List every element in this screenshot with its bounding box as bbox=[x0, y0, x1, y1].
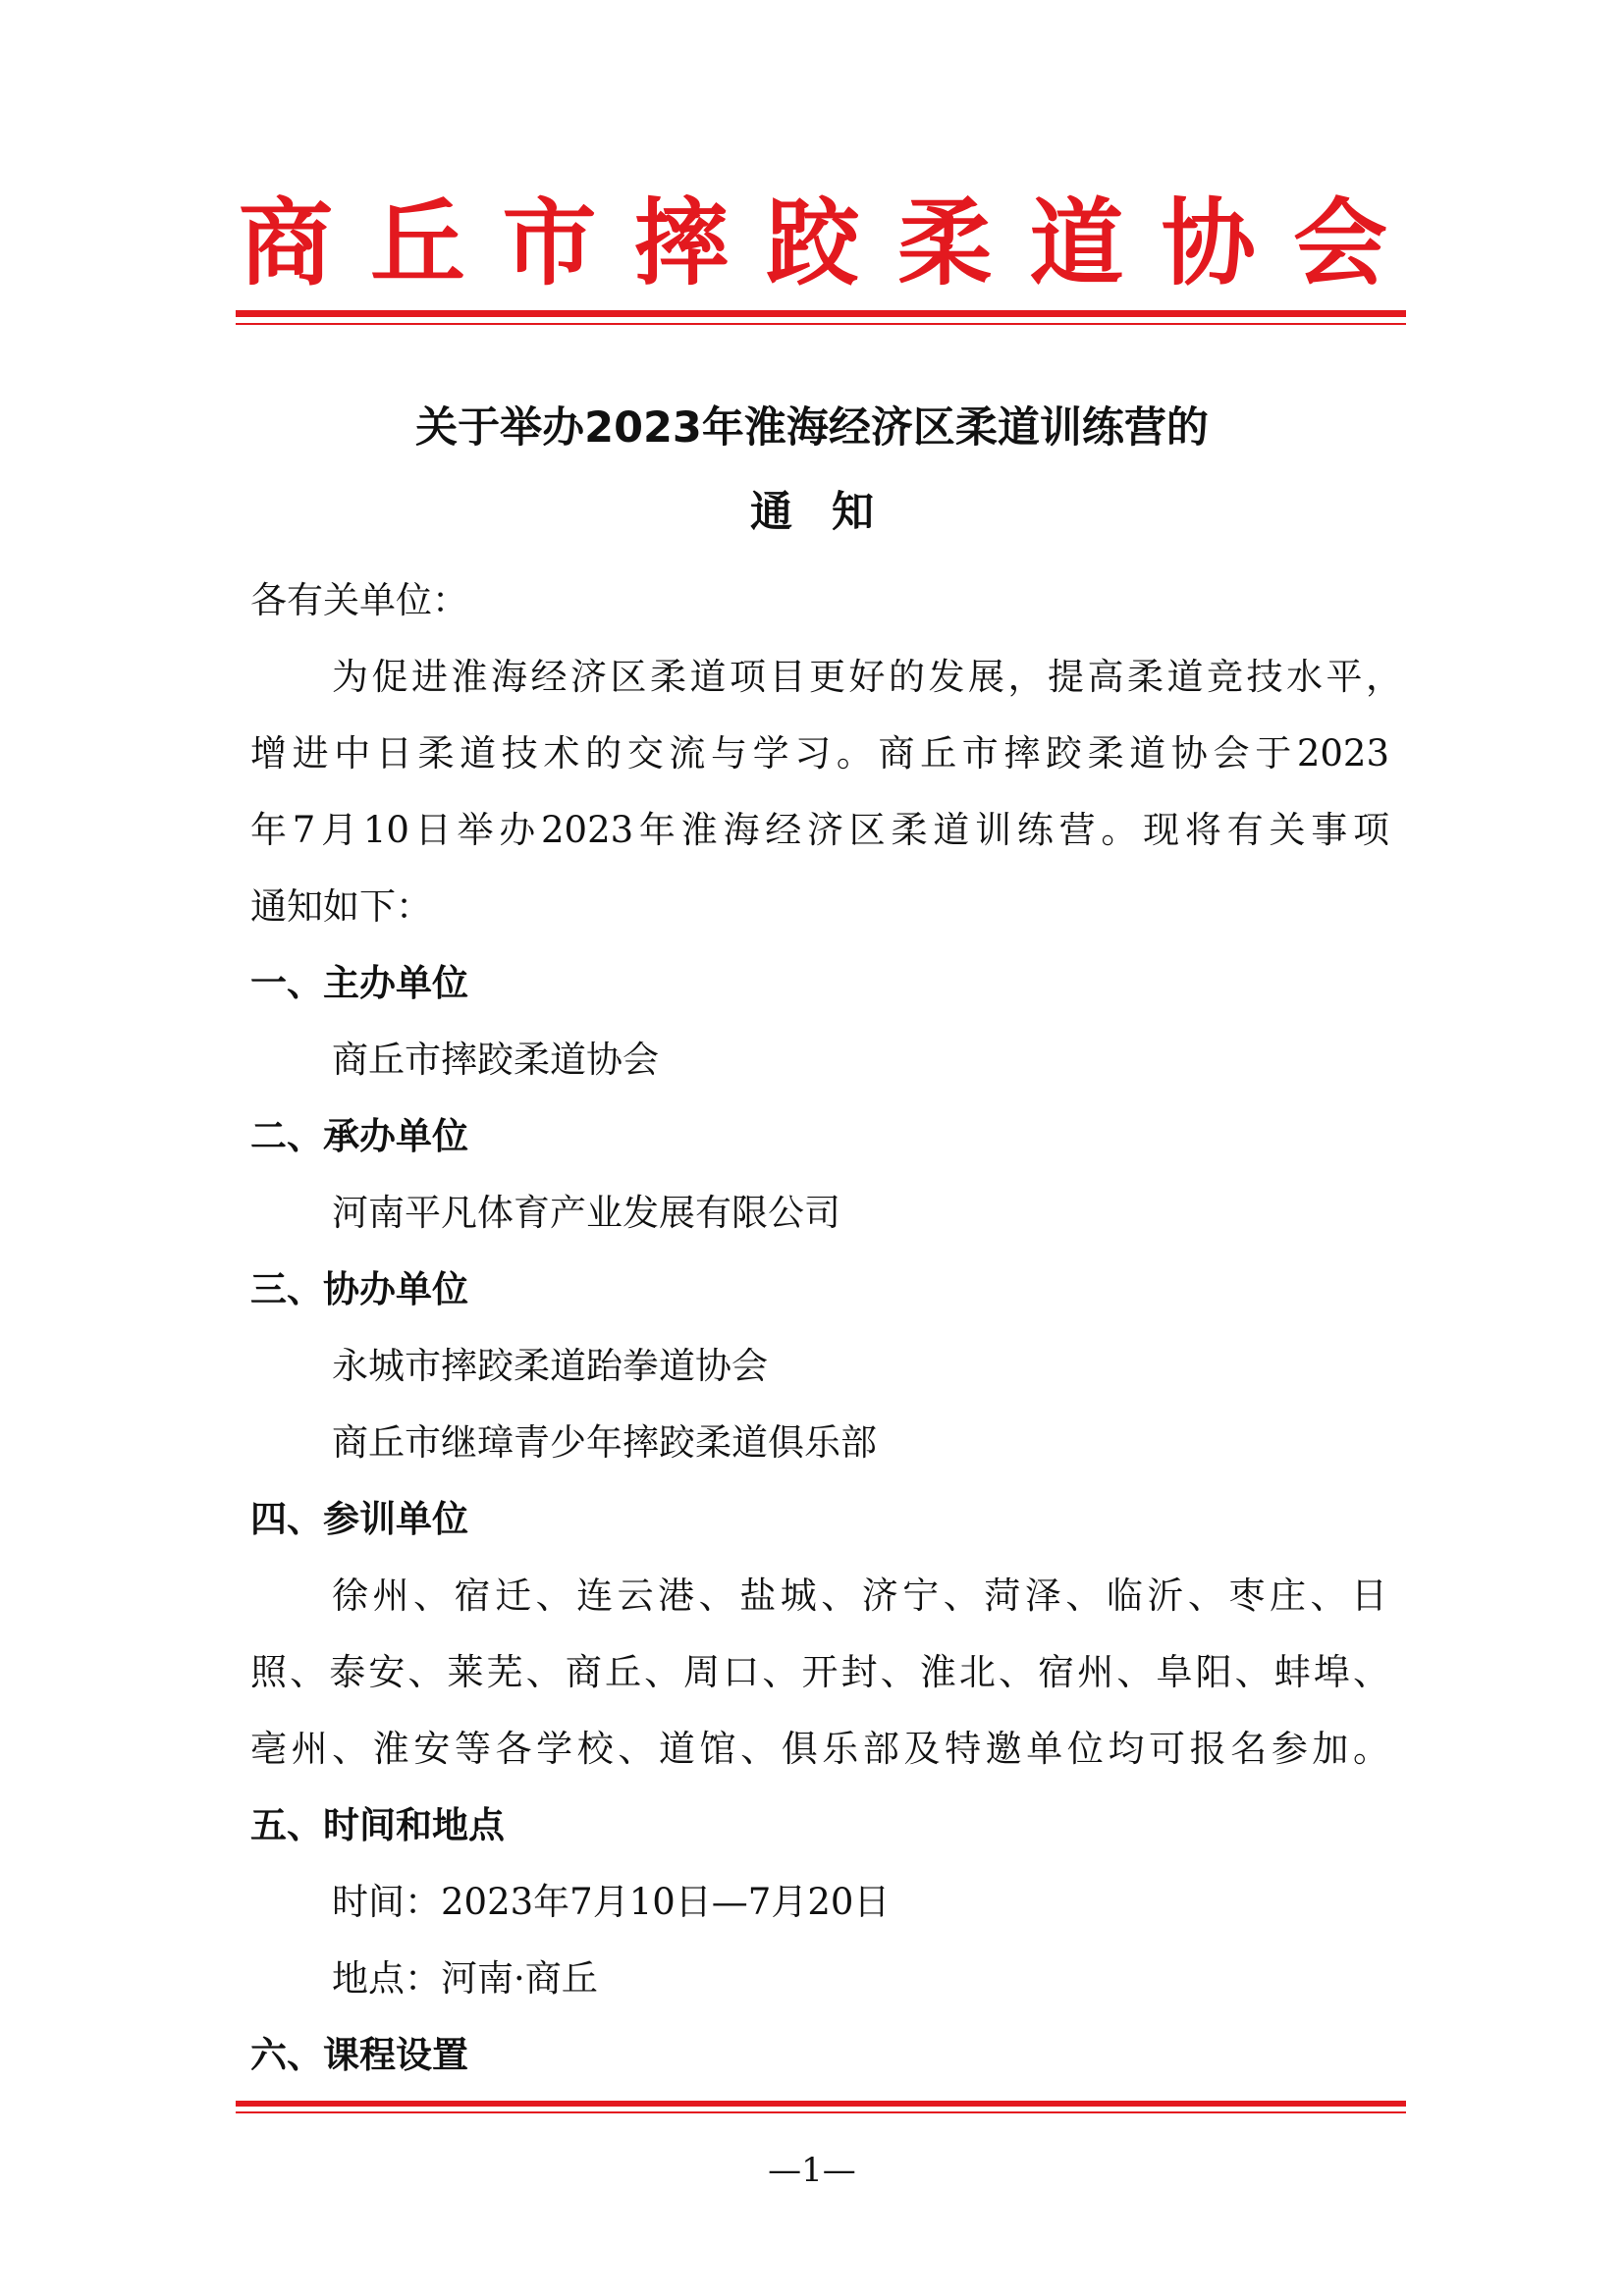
masthead-org-name bbox=[239, 185, 1387, 302]
document-title: 关于举办2023年淮海经济区柔道训练营的 bbox=[415, 403, 1209, 453]
masthead-char: 摔 bbox=[633, 188, 729, 298]
salutation: 各有关单位： bbox=[250, 579, 468, 621]
section-item-place: 地点：河南·商丘 bbox=[332, 1957, 598, 2000]
header-rule-thick bbox=[236, 310, 1406, 317]
masthead-char: 协 bbox=[1161, 188, 1256, 298]
footer-rule-thin bbox=[236, 2111, 1406, 2113]
participants-line: 照、泰安、莱芜、商丘、周口、开封、淮北、宿州、阜阳、蚌埠、 bbox=[250, 1651, 1389, 1693]
header-rule-thin bbox=[236, 323, 1406, 325]
footer-rule-thick bbox=[236, 2101, 1406, 2107]
section-heading-curriculum: 六、课程设置 bbox=[250, 2034, 468, 2076]
section-item: 商丘市继璋青少年摔跤柔道俱乐部 bbox=[332, 1421, 877, 1464]
page-number: —1— bbox=[768, 2151, 856, 2190]
section-heading-participants: 四、参训单位 bbox=[250, 1498, 468, 1540]
participants-line: 亳州、淮安等各学校、道馆、俱乐部及特邀单位均可报名参加。 bbox=[250, 1728, 1389, 1770]
intro-line: 年7月10日举办2023年淮海经济区柔道训练营。现将有关事项 bbox=[250, 809, 1389, 851]
section-heading-time-place: 五、时间和地点 bbox=[250, 1804, 505, 1846]
masthead-char: 柔 bbox=[897, 188, 993, 298]
masthead-char: 道 bbox=[1029, 188, 1124, 298]
masthead-char: 市 bbox=[502, 188, 597, 298]
section-heading-host: 二、承办单位 bbox=[250, 1115, 468, 1157]
masthead-char: 跤 bbox=[766, 188, 860, 298]
section-heading-organizer: 一、主办单位 bbox=[250, 962, 468, 1004]
intro-line: 为促进淮海经济区柔道项目更好的发展，提高柔道竞技水平， bbox=[332, 656, 1402, 698]
section-item-time: 时间：2023年7月10日—7月20日 bbox=[332, 1881, 891, 1923]
masthead-char: 会 bbox=[1293, 188, 1387, 298]
section-item: 商丘市摔跤柔道协会 bbox=[332, 1039, 659, 1081]
intro-line: 增进中日柔道技术的交流与学习。商丘市摔跤柔道协会于2023 bbox=[250, 732, 1389, 774]
section-heading-co-organizer: 三、协办单位 bbox=[250, 1268, 468, 1310]
section-item: 河南平凡体育产业发展有限公司 bbox=[332, 1192, 840, 1234]
masthead-char: 商 bbox=[239, 188, 333, 298]
section-item: 永城市摔跤柔道跆拳道协会 bbox=[332, 1345, 768, 1387]
document-title-notice: 通知 bbox=[750, 488, 913, 537]
intro-line: 通知如下： bbox=[250, 885, 432, 928]
participants-line: 徐州、宿迁、连云港、盐城、济宁、菏泽、临沂、枣庄、日 bbox=[332, 1575, 1387, 1617]
masthead-char: 丘 bbox=[370, 188, 465, 298]
